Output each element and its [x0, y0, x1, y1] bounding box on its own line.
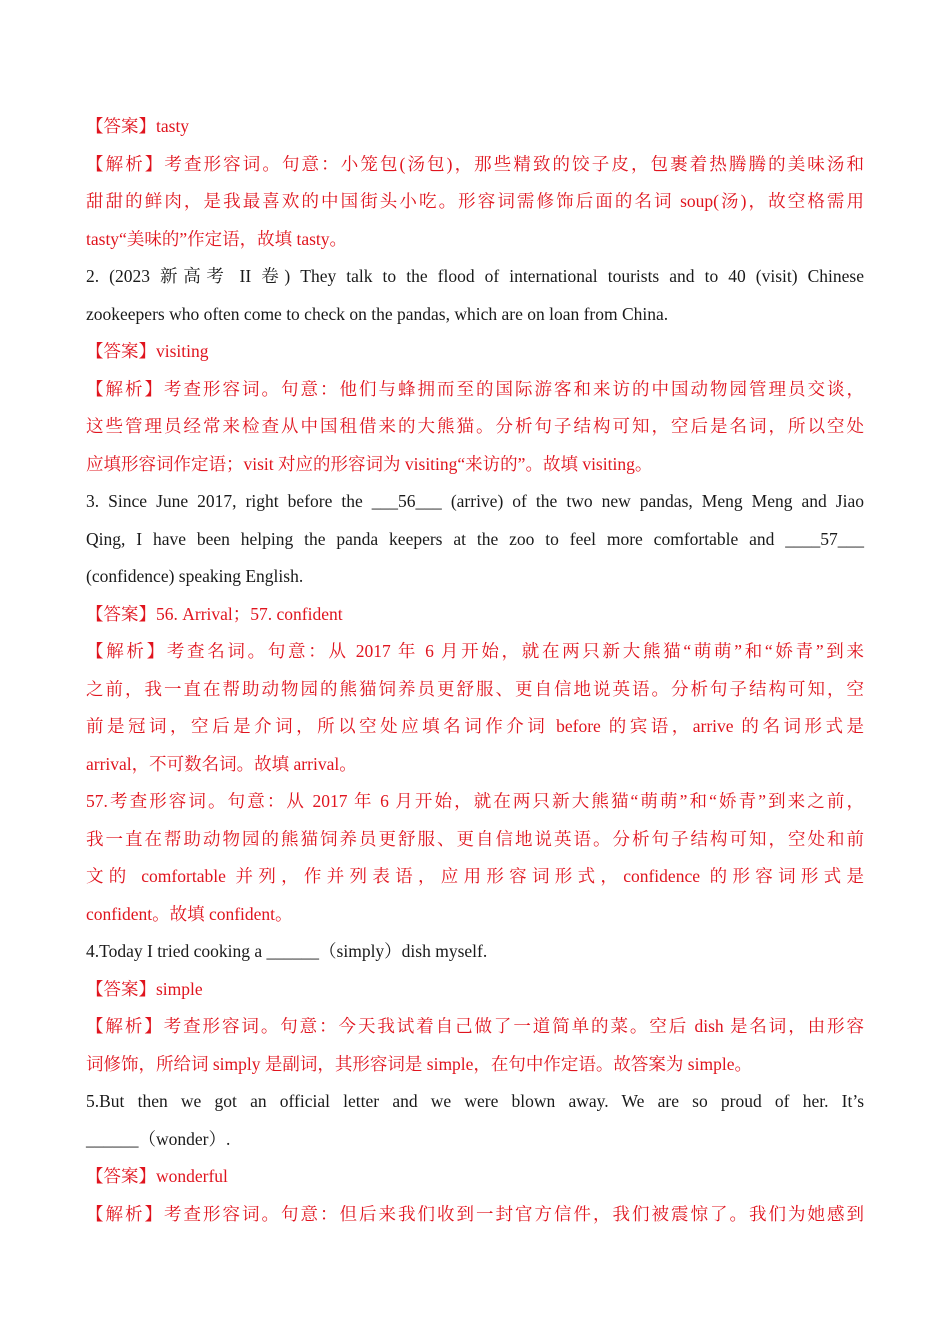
answer-explanation-line: 【解析】考查形容词。句意：小笼包(汤包)，那些精致的饺子皮，包裹着热腾腾的美味汤和 [86, 153, 864, 174]
answer-explanation-line: 【解析】考查名词。句意：从 2017 年 6 月开始，就在两只新大熊猫“萌萌”和“娇青”到来 [86, 641, 864, 661]
answer-explanation-line: 文的 comfortable 并列，作并列表语，应用形容词形式，confidence 的形容词形式是 [86, 866, 864, 886]
answer-explanation-line: arrival，不可数名词。故填 arrival。 [86, 753, 357, 774]
question-text-line: ______（wonder）. [86, 1128, 231, 1149]
answer-explanation-line: tasty“美味的”作定语，故填 tasty。 [86, 228, 348, 249]
question-text-line: (confidence) speaking English. [86, 566, 304, 586]
answer-explanation-line: 应填形容词作定语；visit 对应的形容词为 visiting“来访的”。故填 visiting。 [86, 453, 653, 474]
answer-explanation-line: 【解析】考查形容词。句意：但后来我们收到一封官方信件，我们被震惊了。我们为她感到 [86, 1203, 864, 1224]
answer-explanation-line: 我一直在帮助动物园的熊猫饲养员更舒服、更自信地说英语。分析句子结构可知，空处和前 [86, 828, 864, 849]
question-text-line: zookeepers who often come to check on the pandas, which are on loan from China. [86, 303, 669, 324]
question-text-line: 2. (2023 新高考 II 卷) They talk to the flood of international tourists and to 40 (visit) Chinese [86, 266, 864, 286]
answer-explanation-line: 【答案】56. Arrival；57. confident [86, 603, 343, 624]
answer-explanation-line: 【答案】simple [86, 978, 203, 999]
answer-explanation-line: 之前，我一直在帮助动物园的熊猫饲养员更舒服、更自信地说英语。分析句子结构可知，空 [86, 678, 864, 699]
answer-explanation-line: 前是冠词，空后是介词，所以空处应填名词作介词 before 的宾语，arrive 的名词形式是 [86, 716, 864, 736]
answer-explanation-line: 【解析】考查形容词。句意：今天我试着自己做了一道简单的菜。空后 dish 是名词，由形容 [86, 1016, 864, 1036]
question-text-line: 5.But then we got an official letter and we were blown away. We are so proud of her. It’s [86, 1091, 864, 1111]
question-text-line: Qing, I have been helping the panda keepers at the zoo to feel more comfortable and ____57___ [86, 528, 864, 549]
question-text-line: 4.Today I tried cooking a ______（simply）dish myself. [86, 941, 488, 961]
document-body [86, 108, 864, 1233]
answer-explanation-line: 57.考查形容词。句意：从 2017 年 6 月开始，就在两只新大熊猫“萌萌”和“娇青”到来之前， [86, 791, 864, 811]
answer-explanation-line: 【答案】visiting [86, 341, 209, 361]
question-text-line: 3. Since June 2017, right before the ___56___ (arrive) of the two new pandas, Meng Meng and Jiao [86, 491, 864, 511]
answer-explanation-line: 甜甜的鲜肉，是我最喜欢的中国街头小吃。形容词需修饰后面的名词 soup(汤)，故空格需用 [86, 191, 864, 211]
answer-explanation-line: 【答案】tasty [86, 116, 190, 136]
answer-explanation-line: 【解析】考查形容词。句意：他们与蜂拥而至的国际游客和来访的中国动物园管理员交谈， [86, 378, 864, 399]
answer-explanation-line: confident。故填 confident。 [86, 903, 293, 924]
answer-explanation-line: 词修饰，所给词 simply 是副词，其形容词是 simple，在句中作定语。故答案为 simple。 [86, 1053, 752, 1074]
answer-explanation-line: 这些管理员经常来检查从中国租借来的大熊猫。分析句子结构可知，空后是名词，所以空处 [86, 416, 864, 436]
answer-explanation-line: 【答案】wonderful [86, 1166, 228, 1186]
